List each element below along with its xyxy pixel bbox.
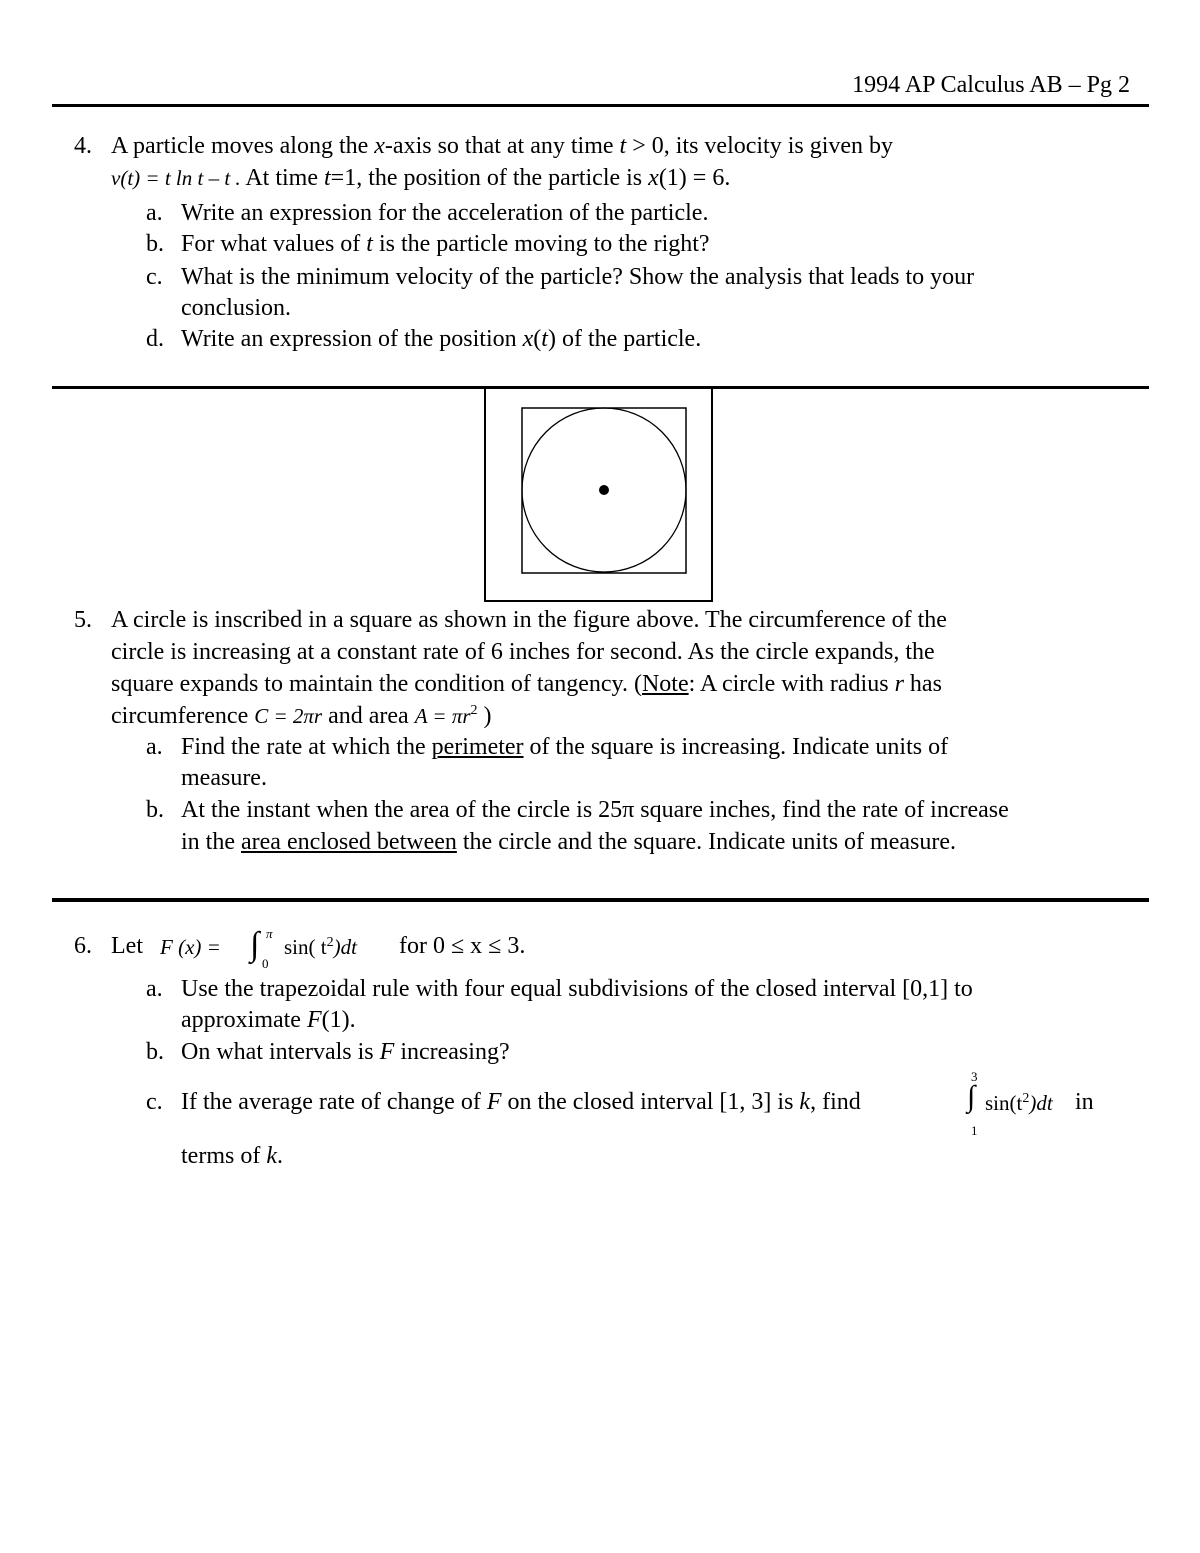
q4c-text-2: conclusion. (181, 295, 291, 321)
q4c-text-1: What is the minimum velocity of the particle? Show the analysis that leads to your (181, 264, 975, 290)
q6c-integrand: $\sin(t^2)dt$ (985, 1091, 1053, 1115)
q4-number: 4. (74, 133, 92, 159)
q6b-label: b. (146, 1039, 164, 1065)
q5-line-2: circle is increasing at a constant rate of 6 inches for second. As the circle expands, the (111, 639, 935, 665)
q6-integrand: sin( $t^2)dt$ (284, 935, 357, 959)
velocity-expression: v(t) = t ln t – t . (111, 166, 241, 190)
q5-number: 5. (74, 607, 92, 633)
integral-lower-limit: 0 (262, 956, 269, 971)
q4b-text: For what values of t is the particle moving to the right? (181, 231, 710, 257)
c-integral-lower-limit: 1 (971, 1123, 978, 1138)
q4d-text: Write an expression of the position x(t) of the particle. (181, 326, 702, 352)
q5a-text-2: measure. (181, 765, 267, 791)
q6c-label: c. (146, 1089, 163, 1115)
q5-line-1: A circle is inscribed in a square as shown in the figure above. The circumference of the (111, 607, 947, 633)
q5-line-3: square expands to maintain the condition of tangency. (Note: A circle with radius r has (111, 671, 942, 697)
q5b-text-2: in the area enclosed between the circle and the square. Indicate units of measure. (181, 829, 956, 855)
integral-upper-limit: π (266, 926, 273, 941)
q6a-text-1: Use the trapezoidal rule with four equal subdivisions of the closed interval [0,1] to (181, 976, 973, 1002)
inscribed-circle-figure (484, 386, 713, 602)
q6a-label: a. (146, 976, 163, 1002)
q5-line-4: circumference C = 2πr and area $A = \pi r^2$ ) (111, 703, 492, 729)
q6-let: Let (111, 933, 143, 959)
q4a-label: a. (146, 200, 163, 226)
divider-q5-q6 (52, 898, 1149, 902)
q5b-label: b. (146, 797, 164, 823)
q6-number: 6. (74, 933, 92, 959)
header-rule (52, 104, 1149, 107)
q5a-label: a. (146, 734, 163, 760)
circle-center-dot (599, 485, 609, 495)
integral-sign: ∫ (250, 926, 260, 963)
q4c-label: c. (146, 264, 163, 290)
figure-frame (484, 386, 713, 602)
q6c-in: in (1075, 1089, 1094, 1115)
q6c-text-2: terms of k. (181, 1143, 283, 1169)
c-integral-upper-limit: 3 (971, 1069, 978, 1084)
q4a-text: Write an expression for the acceleration of the particle. (181, 200, 709, 226)
q5a-text-1: Find the rate at which the perimeter of the square is increasing. Indicate units of (181, 734, 949, 760)
q6b-text: On what intervals is F increasing? (181, 1039, 510, 1065)
q4d-label: d. (146, 326, 164, 352)
q4b-label: b. (146, 231, 164, 257)
page-header: 1994 AP Calculus AB – Pg 2 (852, 72, 1130, 98)
q6-domain: for 0 ≤ x ≤ 3. (399, 933, 526, 959)
q6a-text-2: approximate F(1). (181, 1007, 356, 1033)
q6c-text-1: If the average rate of change of F on the closed interval [1, 3] is k, find (181, 1089, 861, 1115)
c-integral-sign: ∫ (967, 1080, 976, 1113)
q4-line-2: v(t) = t ln t – t . At time t=1, the position of the particle is x(1) = 6. (111, 165, 731, 191)
q4-line-1: A particle moves along the x-axis so that at any time t > 0, its velocity is given by (111, 133, 894, 159)
q6-function: F (x) = (160, 935, 221, 959)
area-formula: A = πr (414, 704, 471, 728)
circumference-formula: C = 2πr (254, 704, 323, 728)
q5b-text-1: At the instant when the area of the circle is 25π square inches, find the rate of increase (181, 797, 1009, 823)
